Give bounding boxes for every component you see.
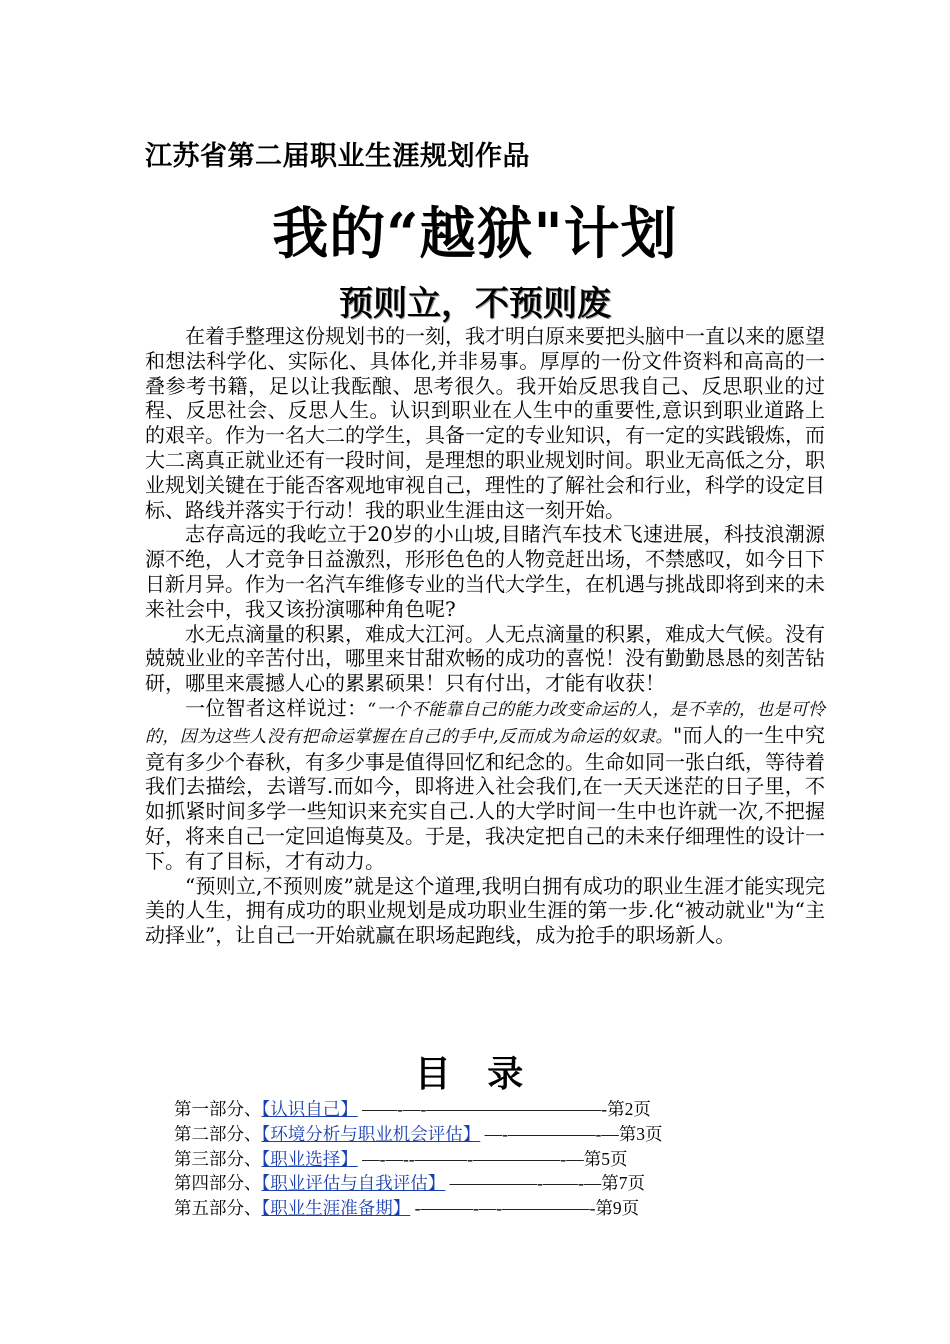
toc-link-environment-analysis[interactable]: 【环境分析与职业机会评估】 bbox=[261, 1123, 481, 1144]
document-title: 我的“越狱"计划 bbox=[272, 201, 678, 267]
toc-item-leader: ——-—-——————————- bbox=[362, 1099, 608, 1119]
preface-body bbox=[145, 324, 825, 948]
paragraph-2: 志存高远的我屹立于20岁的小山坡,目睹汽车技术飞速进展，科技浪潮源源不绝，人才竞争日益激烈，形形色色的人物竞赶出场，不禁感叹，如今日下日新月异。作为一名汽车维修专业的当代大学生，在机遇与挑战即将到来的未来社会中，我又该扮演哪种角色呢? bbox=[145, 522, 825, 621]
toc-item-prefix: 第四部分、 bbox=[174, 1173, 262, 1194]
toc-item-prefix: 第三部分、 bbox=[174, 1148, 262, 1169]
toc-item bbox=[174, 1147, 663, 1172]
toc-item-leader: —————-——-— bbox=[449, 1173, 602, 1194]
paragraph-4-rest: "而人的一生中究竟有多少个春秋，有多少事是值得回忆和纪念的。生命如同一张白纸，等待着我们去描绘，去谱写.而如今，即将进入社会我们,在一天天迷茫的日子里，不如抓紧时间多学一些知识来充实自己.人的大学时间一生中也许就一次,不把握好，将来自己一定回追悔莫及。于是，我决定把自己的未来仔细理性的设计一下。有了目标，才有动力。 bbox=[145, 722, 826, 873]
toc-item-page: 第9页 bbox=[595, 1198, 640, 1219]
paragraph-5: “预则立,不预则废”就是这个道理,我明白拥有成功的职业生涯才能实现完美的人生，拥有成功的职业规划是成功职业生涯的第一步.化“被动就业"为“主动择业”，让自己一开始就赢在职场起跑线，成为抢手的职场新人。 bbox=[145, 873, 825, 948]
toc-link-know-yourself[interactable]: 【认识自己】 bbox=[261, 1099, 358, 1119]
toc-link-career-evaluation[interactable]: 【职业评估与自我评估】 bbox=[261, 1173, 446, 1194]
toc-link-career-preparation[interactable]: 【职业生涯准备期】 bbox=[261, 1198, 411, 1219]
wise-quote: “一个不能靠自己的能力改变命运的人，是不幸的，也是可怜的，因为这些人没有把命运掌握在自己的手中,反而成为命运的奴隶。 bbox=[145, 699, 825, 747]
toc-item bbox=[174, 1122, 663, 1147]
toc-item bbox=[174, 1196, 663, 1221]
toc-item-prefix: 第一部分、 bbox=[174, 1099, 262, 1119]
toc-item-page: 第3页 bbox=[618, 1123, 663, 1144]
toc-item bbox=[174, 1171, 663, 1196]
competition-label: 江苏省第二届职业生涯规划作品 bbox=[145, 141, 530, 171]
toc-title: 目 录 bbox=[414, 1054, 536, 1095]
quote-intro: 一位智者这样说过： bbox=[185, 695, 368, 720]
toc-item-page: 第5页 bbox=[583, 1148, 628, 1169]
paragraph-3: 水无点滴量的积累，难成大江河。人无点滴量的积累，难成大气候。没有兢兢业业的辛苦付出，哪里来甘甜欢畅的成功的喜悦！没有勤勤恳恳的刻苦钻研，哪里来震撼人心的累累硕果！只有付出，才能有收获！ bbox=[145, 621, 825, 696]
toc-item bbox=[174, 1097, 663, 1122]
toc-item-leader: —-—--———-—————-— bbox=[362, 1148, 584, 1169]
toc-item-leader: -———-—-—————- bbox=[414, 1198, 596, 1219]
toc-item-prefix: 第二部分、 bbox=[174, 1123, 262, 1144]
document-subtitle: 预则立，不预则废 bbox=[339, 284, 611, 324]
table-of-contents bbox=[174, 1097, 663, 1221]
paragraph-4 bbox=[145, 696, 825, 874]
toc-item-leader: —-—————-— bbox=[484, 1123, 619, 1144]
toc-link-career-choice[interactable]: 【职业选择】 bbox=[261, 1148, 358, 1169]
paragraph-1: 在着手整理这份规划书的一刻，我才明白原来要把头脑中一直以来的愿望和想法科学化、实际化、具体化,并非易事。厚厚的一份文件资料和高高的一叠参考书籍，足以让我酝酿、思考很久。我开始反思我自己、反思职业的过程、反思社会、反思人生。认识到职业在人生中的重要性,意识到职业道路上的艰辛。作为一名大二的学生，具备一定的专业知识，有一定的实践锻炼，而大二离真正就业还有一段时间，是理想的职业规划时间。职业无高低之分，职业规划关键在于能否客观地审视自己，理性的了解社会和行业，科学的设定目标、路线并落实于行动！我的职业生涯由这一刻开始。 bbox=[145, 324, 825, 522]
toc-item-prefix: 第五部分、 bbox=[174, 1198, 262, 1219]
toc-item-page: 第2页 bbox=[607, 1099, 651, 1119]
toc-item-page: 第7页 bbox=[601, 1173, 646, 1194]
